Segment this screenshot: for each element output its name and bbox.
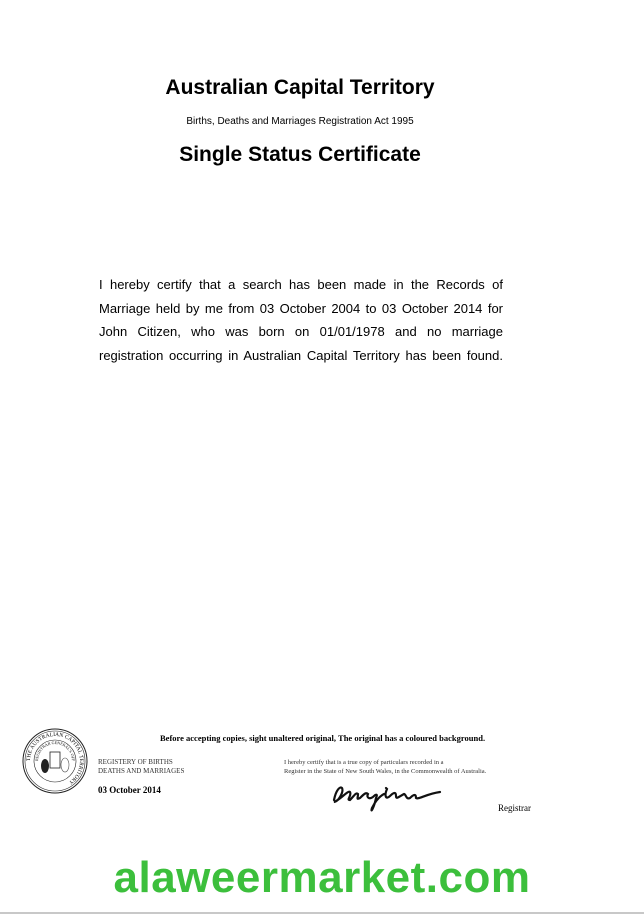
act-subtitle: Births, Deaths and Marriages Registration Act 1995 [186, 116, 414, 127]
registry-line: REGISTERY OF BIRTHS [98, 758, 173, 766]
certify-line: Register in the State of New South Wales, in the Commonwealth of Australia. [284, 768, 487, 775]
certificate-title: Single Status Certificate [179, 143, 421, 166]
registrar-label: Registrar [498, 803, 531, 813]
registrar-signature [330, 778, 450, 818]
body-line: John Citizen, who was born on 01/01/1978 and no marriage [99, 324, 503, 339]
svg-text:REGISTRAR GENERAL'S OFFICE: REGISTRAR GENERAL'S OFF [33, 739, 77, 762]
registry-name [98, 758, 184, 776]
registry-line: DEATHS AND MARRIAGES [98, 767, 185, 775]
jurisdiction-heading: Australian Capital Territory [165, 76, 435, 99]
true-copy-statement [284, 758, 486, 776]
body-line: registration occurring in Australian Capital Territory has been found. [99, 347, 503, 363]
registrar-seal-icon [22, 728, 88, 794]
certify-line: I hereby certify that is a true copy of particulars recorded in a [284, 759, 444, 766]
certificate-body [99, 273, 503, 367]
watermark: alaweermarket.com [113, 853, 531, 902]
issue-date: 03 October 2014 [98, 785, 161, 795]
svg-text:THE AUSTRALIAN CAPITAL TERRITO: THE AUSTRALIAN CAPITAL TERRITORY [25, 731, 85, 786]
body-line: Marriage held by me from 03 October 2004 to 03 October 2014 for [99, 300, 503, 316]
body-line: I hereby certify that a search has been made in the Records of [99, 277, 503, 292]
copy-warning: Before accepting copies, sight unaltered original, The original has a coloured background. [160, 733, 486, 743]
page-divider [0, 912, 644, 914]
